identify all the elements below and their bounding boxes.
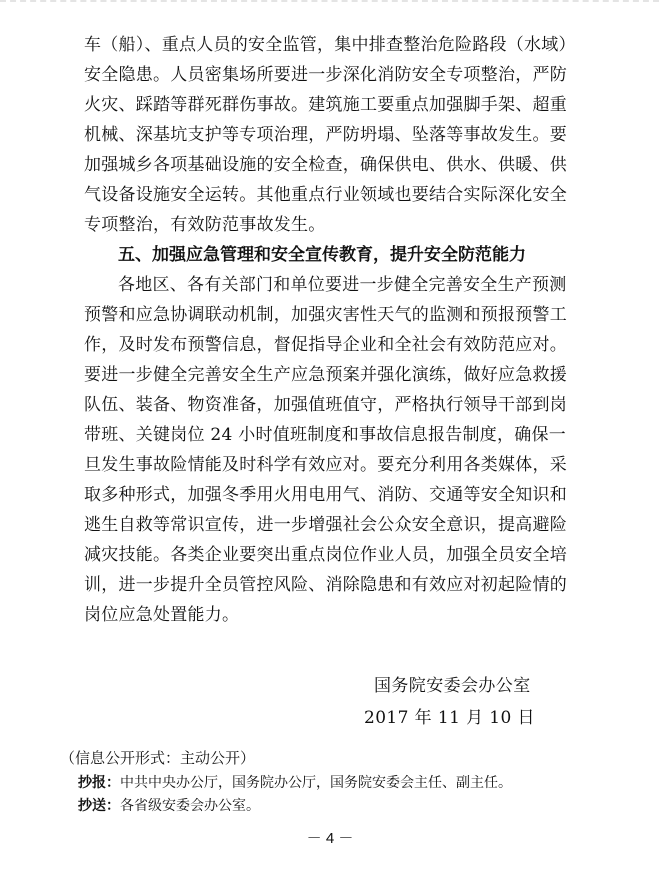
paragraph-line: 减灾技能。各类企业要突出重点岗位作业人员，加强全员安全培	[84, 545, 567, 565]
paragraph-line: 车（船）、重点人员的安全监管，集中排查整治危险路段（水域）	[84, 35, 576, 55]
report-label: 抄报：	[78, 775, 120, 791]
body-paragraph-2	[84, 270, 596, 630]
paragraph-line: 旦发生事故险情能及时科学有效应对。要充分利用各类媒体，采	[84, 455, 567, 475]
paragraph-line: 专项整治，有效防范事故发生。	[84, 215, 326, 235]
send-line	[78, 795, 260, 817]
paragraph-line: 气设备设施安全运转。其他重点行业领域也要结合实际深化安全	[84, 185, 567, 205]
page-number: － 4 －	[306, 830, 354, 847]
paragraph-line: 取多种形式，加强冬季用火用电用气、消防、交通等安全知识和	[84, 485, 567, 505]
send-recipients: 各省级安委会办公室。	[120, 798, 260, 814]
send-label: 抄送：	[78, 798, 120, 814]
paragraph-line: 要进一步健全完善安全生产应急预案并强化演练，做好应急救援	[84, 365, 567, 385]
paragraph-line: 火灾、踩踏等群死群伤事故。建筑施工要重点加强脚手架、超重	[84, 95, 567, 115]
signature-date: 2017 年 11 月 10 日	[364, 708, 535, 728]
paragraph-line: 训，进一步提升全员管控风险、消除隐患和有效应对初起险情的	[84, 575, 567, 595]
disclosure-note: （信息公开形式：主动公开）	[60, 749, 256, 767]
paragraph-line: 队伍、装备、物资准备，加强值班值守，严格执行领导干部到岗	[84, 395, 567, 415]
report-line	[78, 772, 512, 794]
paragraph-line: 各地区、各有关部门和单位要进一步健全完善安全生产预测	[118, 275, 567, 295]
paragraph-line: 安全隐患。人员密集场所要进一步深化消防安全专项整治，严防	[84, 65, 567, 85]
section-heading: 五、加强应急管理和安全宣传教育，提升安全防范能力	[118, 245, 526, 265]
paragraph-line: 加强城乡各项基础设施的安全检查，确保供电、供水、供暖、供	[84, 155, 567, 175]
signature-organization: 国务院安委会办公室	[374, 676, 531, 696]
report-recipients: 中共中央办公厅，国务院办公厅，国务院安委会主任、副主任。	[120, 775, 512, 791]
paragraph-line: 岗位应急处置能力。	[84, 605, 240, 625]
paragraph-line: 带班、关键岗位 24 小时值班制度和事故信息报告制度，确保一	[84, 425, 566, 445]
paragraph-line: 预警和应急协调联动机制，加强灾害性天气的监测和预报预警工	[84, 305, 567, 325]
paragraph-line: 机械、深基坑支护等专项治理，严防坍塌、坠落等事故发生。要	[84, 125, 567, 145]
paragraph-line: 逃生自救等常识宣传，进一步增强社会公众安全意识，提高避险	[84, 515, 567, 535]
body-paragraph-1	[84, 30, 596, 240]
paragraph-line: 作，及时发布预警信息，督促指导企业和全社会有效防范应对。	[84, 335, 567, 355]
